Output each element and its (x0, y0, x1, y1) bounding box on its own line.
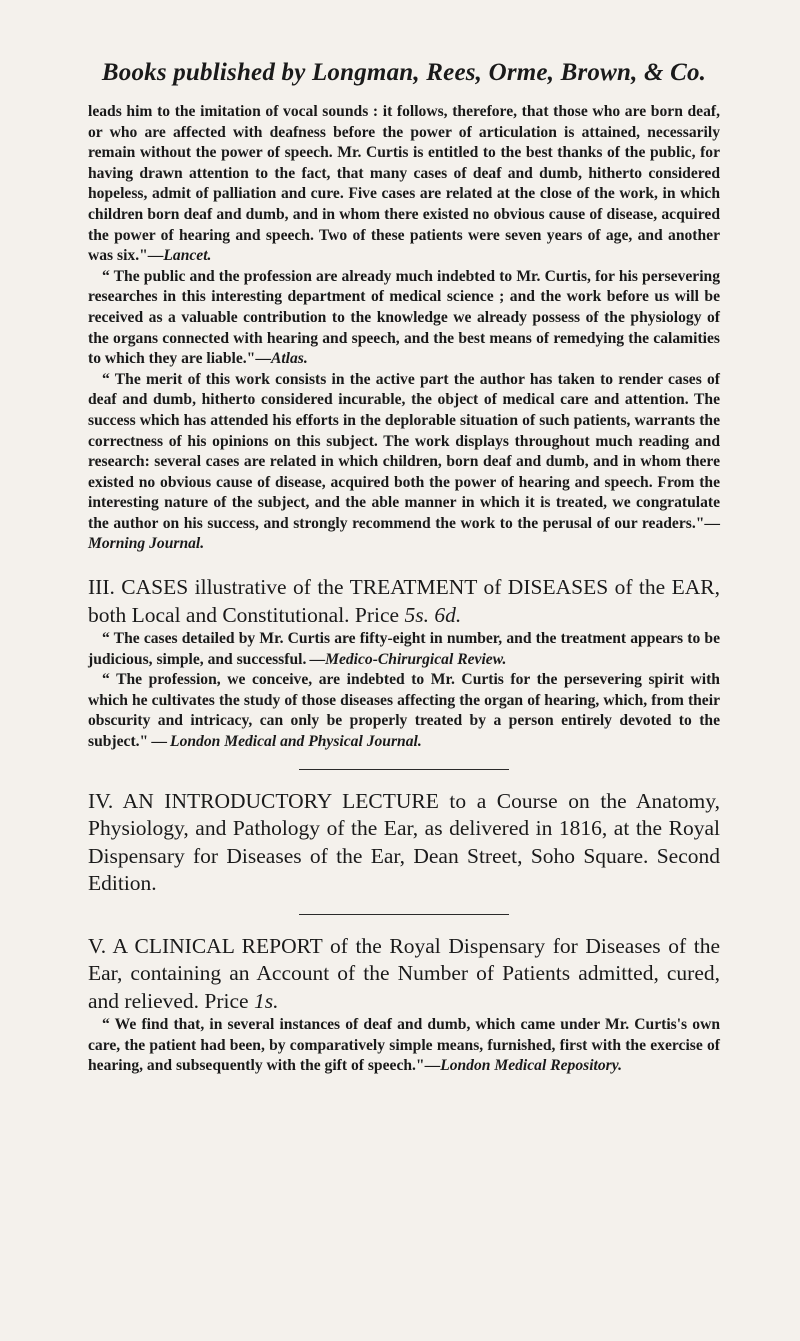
review-text: “ The merit of this work consists in the active part the author has taken to render cases of deaf and dumb, hitherto considered incurable, the object of medical care and attention. The success which has attended his efforts in the deplorable situation of such patients, warrants the correctness of his opinions on this subject. The work displays throughout much reading and research: several cases are related in which children, born deaf and dumb, and in whom there existed no obvious cause of disease, acquired both the power of hearing and speech. From the interesting nature of the subject, and the able manner in which it is treated, we congratulate the author on his success, and strongly recommend the work to the perusal of our readers."— (88, 370, 720, 532)
entry-title: V. A CLINICAL REPORT of the Royal Dispensary for Diseases of the Ear, containing an Account of the Number of Patients admitted, cured, and relieved. Price (88, 933, 720, 1013)
review-text: “ We find that, in several instances of deaf and dumb, which came under Mr. Curtis's own care, the patient had been, by comparatively simple means, furnished, first with the exercise of hearing, and subsequently with the gift of speech."— (88, 1016, 720, 1075)
review-text: “ The profession, we conceive, are indebted to Mr. Curtis for the persevering spirit with which he cultivates the study of those diseases affecting the organ of hearing, which, from their obscurity and intricacy, can only be properly treated by a person entirely devoted to the subject." — (88, 671, 720, 751)
entry-price: 1s. (253, 988, 279, 1013)
review-paragraph-london-medical-repository (88, 1015, 720, 1077)
review-paragraph-medico-chirurgical (88, 629, 720, 670)
entry-heading-iii (88, 574, 720, 629)
entry-title: III. CASES illustrative of the TREATMENT of DISEASES of the EAR, both Local and Constitutional. Price (88, 575, 720, 627)
entry-price: 5s. 6d. (404, 602, 462, 627)
review-source: London Medical and Physical Journal. (170, 733, 422, 751)
review-paragraph-lancet (88, 102, 720, 267)
review-source: London Medical Repository. (440, 1057, 622, 1075)
review-source: Lancet. (163, 247, 212, 265)
running-head: Books published by Longman, Rees, Orme, Brown, & Co. (101, 59, 707, 86)
review-text: “ The cases detailed by Mr. Curtis are fifty-eight in number, and the treatment appears to be judicious, simple, and successful. — (88, 630, 720, 668)
review-source: Atlas. (270, 350, 308, 368)
section-divider (299, 769, 509, 770)
book-page (88, 58, 720, 1077)
review-source: Morning Journal. (88, 535, 205, 553)
review-paragraph-morning-journal (88, 370, 720, 555)
entry-heading-v (88, 933, 720, 1016)
review-paragraph-atlas (88, 267, 720, 370)
review-text: “ The public and the profession are already much indebted to Mr. Curtis, for his persevering researches in this interesting department of medical science ; and the work before us will be received as a valuable contribution to the knowledge we already possess of the physiology of the organs connected with hearing and speech, and the best means of remedying the calamities to which they are liable."— (88, 267, 720, 368)
section-divider (299, 914, 509, 915)
review-source: Medico-Chirurgical Review. (325, 650, 507, 668)
review-paragraph-london-medical-physical (88, 670, 720, 752)
entry-heading-iv: IV. AN INTRODUCTORY LECTURE to a Course on the Anatomy, Physiology, and Pathology of the Ear, as delivered in 1816, at the Royal Dispensary for Diseases of the Ear, Dean Street, Soho Square. Second Edition. (88, 788, 720, 896)
review-text: leads him to the imitation of vocal sounds : it follows, therefore, that those who are born deaf, or who are affected with deafness before the power of articulation is attained, necessarily remain without the power of speech. Mr. Curtis is entitled to the best thanks of the public, for having drawn attention to the fact, that many cases of deaf and dumb, hitherto considered hopeless, admit of palliation and cure. Five cases are related at the close of the work, in which children born deaf and dumb, and in whom there existed no obvious cause of disease, acquired the power of hearing and speech. Two of these patients were seven years of age, and another was six."— (88, 103, 720, 265)
